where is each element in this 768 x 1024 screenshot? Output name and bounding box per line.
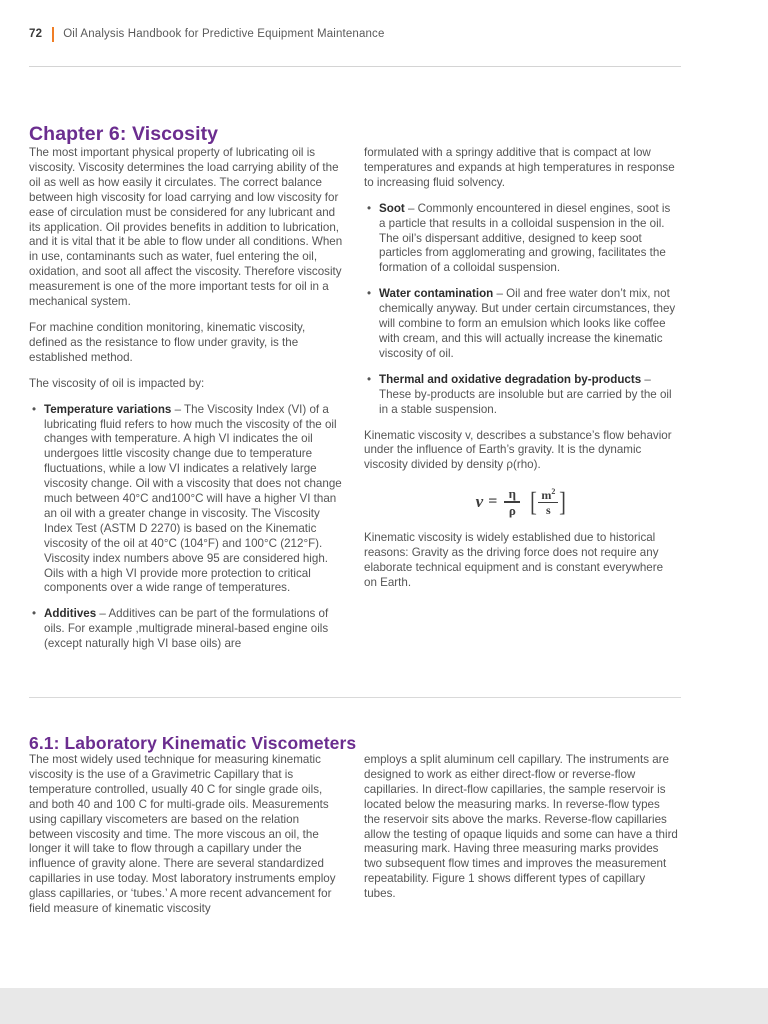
list-item-term: Additives bbox=[44, 607, 97, 621]
chapter-right-column bbox=[364, 146, 679, 590]
equation-units bbox=[529, 488, 567, 517]
paragraph: The viscosity of oil is impacted by: bbox=[29, 376, 205, 390]
list-item-text: – Commonly encountered in diesel engines, soot is a particle that results in a colloidal suspension in the oil. The oil’s dispersant additive, designed to keep soot particles from agglomerating and growing, facilitates the formation of a colloidal suspension. bbox=[379, 201, 671, 275]
equation-fraction bbox=[504, 487, 520, 517]
paragraph: Kinematic viscosity is widely established due to historical reasons: Gravity as the driving force does not require any elaborate technical equipment and is constant everywhere on Earth. bbox=[364, 530, 664, 589]
list-item bbox=[364, 373, 679, 418]
list-item-term: Water contamination bbox=[379, 287, 494, 301]
list-item bbox=[364, 287, 679, 362]
equation-numerator: η bbox=[508, 486, 517, 502]
section-divider bbox=[29, 697, 681, 698]
list-item bbox=[364, 202, 679, 277]
chapter-heading: Chapter 6: Viscosity bbox=[29, 123, 219, 146]
page-number: 72 bbox=[29, 28, 43, 40]
kinematic-viscosity-equation bbox=[364, 487, 679, 517]
running-header bbox=[29, 24, 385, 44]
equation-unit-numerator: $m^2$ bbox=[541, 486, 556, 502]
paragraph: employs a split aluminum cell capillary. The instruments are designed to work as either direct-flow or reverse-flow capillaries. In direct-flow capillaries, the sample reservoir is located below the measuring marks. In reverse-flow types the reservoir sits above the marks. Reverse-flow capillaries allow the testing of opaque liquids and some can have a third measuring mark. Having three measuring marks provides two subsequent flow times and improves the measurement repeatability. Figure 1 shows different types of capillary tubes. bbox=[364, 753, 678, 901]
equation-unit-exponent: 2 bbox=[551, 486, 556, 496]
equation-variable: ν bbox=[475, 492, 484, 512]
impact-factor-list bbox=[29, 403, 344, 653]
list-item-term: Soot bbox=[379, 201, 405, 215]
paragraph: The most important physical property of lubricating oil is viscosity. Viscosity determines the load carrying ability of the oil as well as how easily it circulates. The correct balance between high viscosity for load carrying and low viscosity for ease of circulation must be considered for any lubricant and its application. Oil provides benefits in addition to lubrication, and it is vital that it be able to flow under all conditions. When in use, contaminants such as water, fuel entering the oil, oxidation, and soot all affect the viscosity. Therefore viscosity measurement is one of the more important tests for oil in a mechanical system. bbox=[29, 146, 343, 309]
section-right-column bbox=[364, 753, 679, 902]
bracket-close-icon: ] bbox=[559, 486, 567, 517]
list-item-text: – These by-products are insoluble but are carried by the oil in a stable suspension. bbox=[379, 372, 672, 416]
equation-unit-denominator: s bbox=[545, 503, 551, 518]
list-item-term: Temperature variations bbox=[44, 402, 172, 416]
paragraph: For machine condition monitoring, kinematic viscosity, defined as the resistance to flow under gravity, is the established method. bbox=[29, 320, 306, 364]
chapter-left-column bbox=[29, 146, 344, 652]
paragraph: formulated with a springy additive that is compact at low temperatures and expands at high temperatures in response to increasing fluid solvency. bbox=[364, 146, 675, 189]
list-item bbox=[29, 607, 344, 652]
section-heading: 6.1: Laboratory Kinematic Viscometers bbox=[29, 732, 357, 753]
impact-factor-list-continued bbox=[364, 202, 679, 418]
equation-unit-fraction bbox=[538, 488, 558, 517]
section-left-column bbox=[29, 753, 344, 917]
bracket-open-icon: [ bbox=[530, 486, 538, 517]
paragraph: The most widely used technique for measuring kinematic viscosity is the use of a Gravimetric Capillary that is temperature controlled, usually 40 C for single grade oils, and both 40 and 100 C for multi-grade oils. Measurements using capillary viscometers are based on the relation between viscosity and time. The more viscous an oil, the longer it will take to flow through a capillary under the influence of gravity alone. There are several standardized capillaries in use today. Most laboratory instruments employ glass capillaries, or ‘tubes.’ A more recent advancement for field measure of kinematic viscosity bbox=[29, 753, 336, 916]
list-item-text: – Oil and free water don’t mix, not chemically anyway. But under certain circumstances, they will combine to form an emulsion which looks like coffee with cream, and this will actually increase the kinematic viscosity of oil. bbox=[379, 287, 676, 360]
header-divider bbox=[29, 66, 681, 67]
list-item-text: – The Viscosity Index (VI) of a lubricating fluid refers to how much the viscosity of the oil changes with temperature. A high VI indicates the oil undergoes little viscosity change due to temperature fluctuations, while a low VI indicates a relatively large viscosity change. Oil with a viscosity that does not change much between 40°C and100°C will have a higher VI than an oil with a greater change in viscosity. The Viscosity Index Test (ASTM D 2270) is based on the Kinematic viscosity of the oil at 40°C (104°F) and 100°C (212°F). Viscosity index numbers above 95 are considered high. Oils with a high VI provide more protection to critical components over a wide range of temperatures. bbox=[44, 402, 342, 595]
list-item-term: Thermal and oxidative degradation by-products bbox=[379, 372, 642, 386]
equation-equals: = bbox=[488, 493, 498, 511]
list-item-text: – Additives can be part of the formulations of oils. For example ,multigrade mineral-based engine oils (except naturally high VI base oils) are bbox=[44, 607, 329, 651]
folio-divider-icon bbox=[52, 27, 54, 42]
paragraph: Kinematic viscosity v, describes a substance’s flow behavior under the influence of Earth’s gravity. It is the dynamic viscosity divided by density ρ(rho). bbox=[364, 428, 672, 472]
book-title: Oil Analysis Handbook for Predictive Equipment Maintenance bbox=[63, 28, 385, 40]
equation-denominator: ρ bbox=[508, 502, 516, 518]
list-item bbox=[29, 403, 344, 597]
